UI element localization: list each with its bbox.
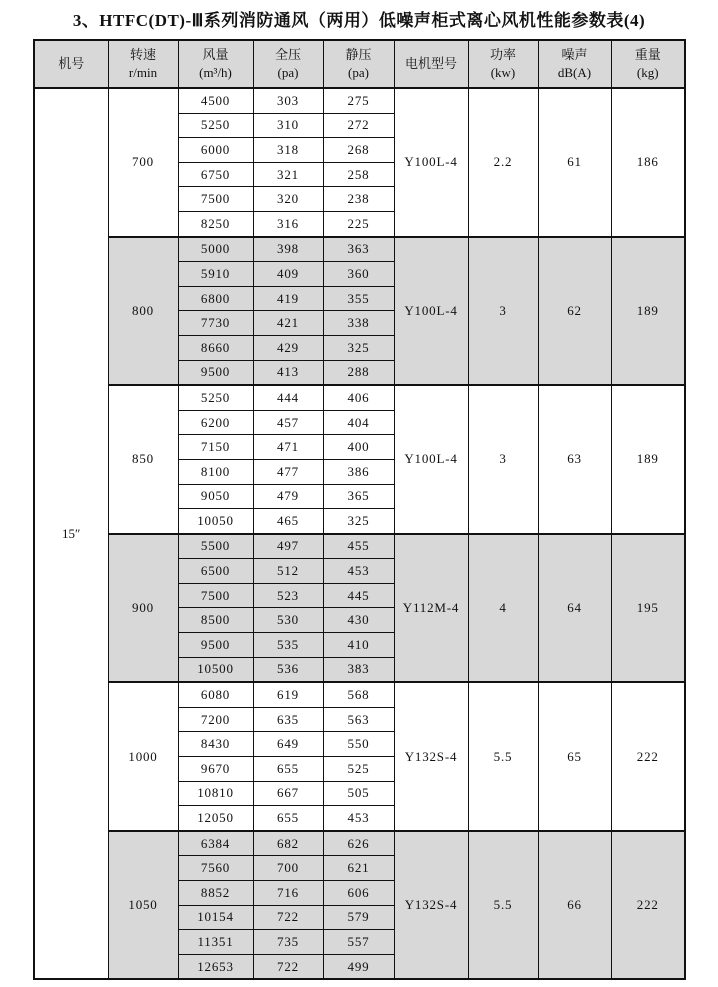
air-flow-cell: 9500 (178, 360, 253, 385)
air-flow-cell: 6800 (178, 286, 253, 311)
air-flow-cell: 4500 (178, 88, 253, 113)
air-flow-cell: 8250 (178, 211, 253, 236)
static-pressure-cell: 338 (323, 311, 394, 336)
static-pressure-cell: 325 (323, 509, 394, 534)
column-header-static-pressure: 静压 (pa) (323, 40, 394, 88)
air-flow-cell: 7560 (178, 856, 253, 881)
machine-size-cell: 15″ (34, 88, 108, 979)
total-pressure-cell: 682 (253, 831, 323, 856)
header-row (34, 40, 685, 88)
table-header (34, 40, 685, 88)
static-pressure-cell: 499 (323, 954, 394, 979)
static-pressure-cell: 579 (323, 905, 394, 930)
total-pressure-cell: 477 (253, 459, 323, 484)
total-pressure-cell: 320 (253, 187, 323, 212)
static-pressure-cell: 355 (323, 286, 394, 311)
static-pressure-cell: 563 (323, 707, 394, 732)
weight-cell: 195 (611, 534, 685, 683)
weight-cell: 189 (611, 385, 685, 534)
total-pressure-cell: 409 (253, 262, 323, 287)
air-flow-cell: 6500 (178, 559, 253, 584)
static-pressure-cell: 606 (323, 881, 394, 906)
static-pressure-cell: 430 (323, 608, 394, 633)
total-pressure-cell: 635 (253, 707, 323, 732)
noise-cell: 62 (538, 237, 611, 386)
static-pressure-cell: 406 (323, 385, 394, 410)
column-header-machine-no: 机号 (34, 40, 108, 88)
static-pressure-cell: 453 (323, 559, 394, 584)
static-pressure-cell: 360 (323, 262, 394, 287)
static-pressure-cell: 238 (323, 187, 394, 212)
total-pressure-cell: 321 (253, 162, 323, 187)
weight-cell: 222 (611, 831, 685, 980)
speed-cell: 800 (108, 237, 178, 386)
air-flow-cell: 8500 (178, 608, 253, 633)
total-pressure-cell: 479 (253, 484, 323, 509)
power-cell: 5.5 (468, 831, 538, 980)
total-pressure-cell: 530 (253, 608, 323, 633)
static-pressure-cell: 365 (323, 484, 394, 509)
speed-cell: 1000 (108, 682, 178, 831)
air-flow-cell: 6200 (178, 410, 253, 435)
total-pressure-cell: 716 (253, 881, 323, 906)
air-flow-cell: 7500 (178, 583, 253, 608)
total-pressure-cell: 303 (253, 88, 323, 113)
air-flow-cell: 7730 (178, 311, 253, 336)
static-pressure-cell: 225 (323, 211, 394, 236)
air-flow-cell: 10050 (178, 509, 253, 534)
speed-cell: 1050 (108, 831, 178, 980)
static-pressure-cell: 272 (323, 113, 394, 138)
air-flow-cell: 6384 (178, 831, 253, 856)
total-pressure-cell: 316 (253, 211, 323, 236)
static-pressure-cell: 383 (323, 657, 394, 682)
static-pressure-cell: 557 (323, 930, 394, 955)
speed-cell: 700 (108, 88, 178, 237)
air-flow-cell: 6000 (178, 138, 253, 163)
air-flow-cell: 12050 (178, 806, 253, 831)
total-pressure-cell: 465 (253, 509, 323, 534)
power-cell: 3 (468, 385, 538, 534)
static-pressure-cell: 363 (323, 237, 394, 262)
static-pressure-cell: 568 (323, 682, 394, 707)
data-row (34, 385, 685, 410)
total-pressure-cell: 700 (253, 856, 323, 881)
air-flow-cell: 9670 (178, 757, 253, 782)
air-flow-cell: 12653 (178, 954, 253, 979)
total-pressure-cell: 722 (253, 954, 323, 979)
total-pressure-cell: 457 (253, 410, 323, 435)
static-pressure-cell: 258 (323, 162, 394, 187)
data-row (34, 534, 685, 559)
air-flow-cell: 7500 (178, 187, 253, 212)
column-header-air-flow: 风量 (m³/h) (178, 40, 253, 88)
air-flow-cell: 11351 (178, 930, 253, 955)
air-flow-cell: 5250 (178, 385, 253, 410)
total-pressure-cell: 421 (253, 311, 323, 336)
air-flow-cell: 5500 (178, 534, 253, 559)
total-pressure-cell: 735 (253, 930, 323, 955)
static-pressure-cell: 550 (323, 732, 394, 757)
air-flow-cell: 10154 (178, 905, 253, 930)
total-pressure-cell: 667 (253, 781, 323, 806)
total-pressure-cell: 655 (253, 806, 323, 831)
total-pressure-cell: 722 (253, 905, 323, 930)
air-flow-cell: 8100 (178, 459, 253, 484)
motor-model-cell: Y100L-4 (394, 385, 468, 534)
data-row (34, 682, 685, 707)
column-header-total-pressure: 全压 (pa) (253, 40, 323, 88)
motor-model-cell: Y112M-4 (394, 534, 468, 683)
motor-model-cell: Y100L-4 (394, 88, 468, 237)
static-pressure-cell: 325 (323, 335, 394, 360)
total-pressure-cell: 429 (253, 335, 323, 360)
power-cell: 5.5 (468, 682, 538, 831)
air-flow-cell: 5000 (178, 237, 253, 262)
weight-cell: 189 (611, 237, 685, 386)
fan-performance-table (33, 39, 686, 980)
speed-cell: 850 (108, 385, 178, 534)
noise-cell: 64 (538, 534, 611, 683)
static-pressure-cell: 400 (323, 435, 394, 460)
static-pressure-cell: 410 (323, 633, 394, 658)
column-header-speed: 转速 r/min (108, 40, 178, 88)
static-pressure-cell: 455 (323, 534, 394, 559)
total-pressure-cell: 444 (253, 385, 323, 410)
total-pressure-cell: 536 (253, 657, 323, 682)
air-flow-cell: 8852 (178, 881, 253, 906)
air-flow-cell: 9050 (178, 484, 253, 509)
noise-cell: 66 (538, 831, 611, 980)
total-pressure-cell: 419 (253, 286, 323, 311)
table-body (34, 88, 685, 979)
air-flow-cell: 6750 (178, 162, 253, 187)
air-flow-cell: 10500 (178, 657, 253, 682)
motor-model-cell: Y100L-4 (394, 237, 468, 386)
page-title: 3、HTFC(DT)-Ⅲ系列消防通风（两用）低噪声柜式离心风机性能参数表(4) (72, 11, 646, 30)
air-flow-cell: 10810 (178, 781, 253, 806)
column-header-weight: 重量 (kg) (611, 40, 685, 88)
noise-cell: 63 (538, 385, 611, 534)
data-row (34, 88, 685, 113)
air-flow-cell: 8430 (178, 732, 253, 757)
static-pressure-cell: 404 (323, 410, 394, 435)
total-pressure-cell: 523 (253, 583, 323, 608)
total-pressure-cell: 512 (253, 559, 323, 584)
static-pressure-cell: 445 (323, 583, 394, 608)
air-flow-cell: 6080 (178, 682, 253, 707)
column-header-noise: 噪声 dB(A) (538, 40, 611, 88)
air-flow-cell: 8660 (178, 335, 253, 360)
total-pressure-cell: 655 (253, 757, 323, 782)
static-pressure-cell: 621 (323, 856, 394, 881)
static-pressure-cell: 275 (323, 88, 394, 113)
static-pressure-cell: 453 (323, 806, 394, 831)
air-flow-cell: 7150 (178, 435, 253, 460)
data-row (34, 831, 685, 856)
total-pressure-cell: 619 (253, 682, 323, 707)
speed-cell: 900 (108, 534, 178, 683)
total-pressure-cell: 649 (253, 732, 323, 757)
data-row (34, 237, 685, 262)
total-pressure-cell: 398 (253, 237, 323, 262)
total-pressure-cell: 471 (253, 435, 323, 460)
column-header-motor-model: 电机型号 (394, 40, 468, 88)
power-cell: 4 (468, 534, 538, 683)
total-pressure-cell: 318 (253, 138, 323, 163)
static-pressure-cell: 288 (323, 360, 394, 385)
motor-model-cell: Y132S-4 (394, 831, 468, 980)
air-flow-cell: 9500 (178, 633, 253, 658)
power-cell: 2.2 (468, 88, 538, 237)
static-pressure-cell: 386 (323, 459, 394, 484)
air-flow-cell: 5910 (178, 262, 253, 287)
total-pressure-cell: 497 (253, 534, 323, 559)
weight-cell: 186 (611, 88, 685, 237)
column-header-power: 功率 (kw) (468, 40, 538, 88)
power-cell: 3 (468, 237, 538, 386)
noise-cell: 65 (538, 682, 611, 831)
static-pressure-cell: 505 (323, 781, 394, 806)
noise-cell: 61 (538, 88, 611, 237)
air-flow-cell: 5250 (178, 113, 253, 138)
total-pressure-cell: 310 (253, 113, 323, 138)
total-pressure-cell: 413 (253, 360, 323, 385)
static-pressure-cell: 525 (323, 757, 394, 782)
static-pressure-cell: 268 (323, 138, 394, 163)
total-pressure-cell: 535 (253, 633, 323, 658)
air-flow-cell: 7200 (178, 707, 253, 732)
static-pressure-cell: 626 (323, 831, 394, 856)
motor-model-cell: Y132S-4 (394, 682, 468, 831)
weight-cell: 222 (611, 682, 685, 831)
